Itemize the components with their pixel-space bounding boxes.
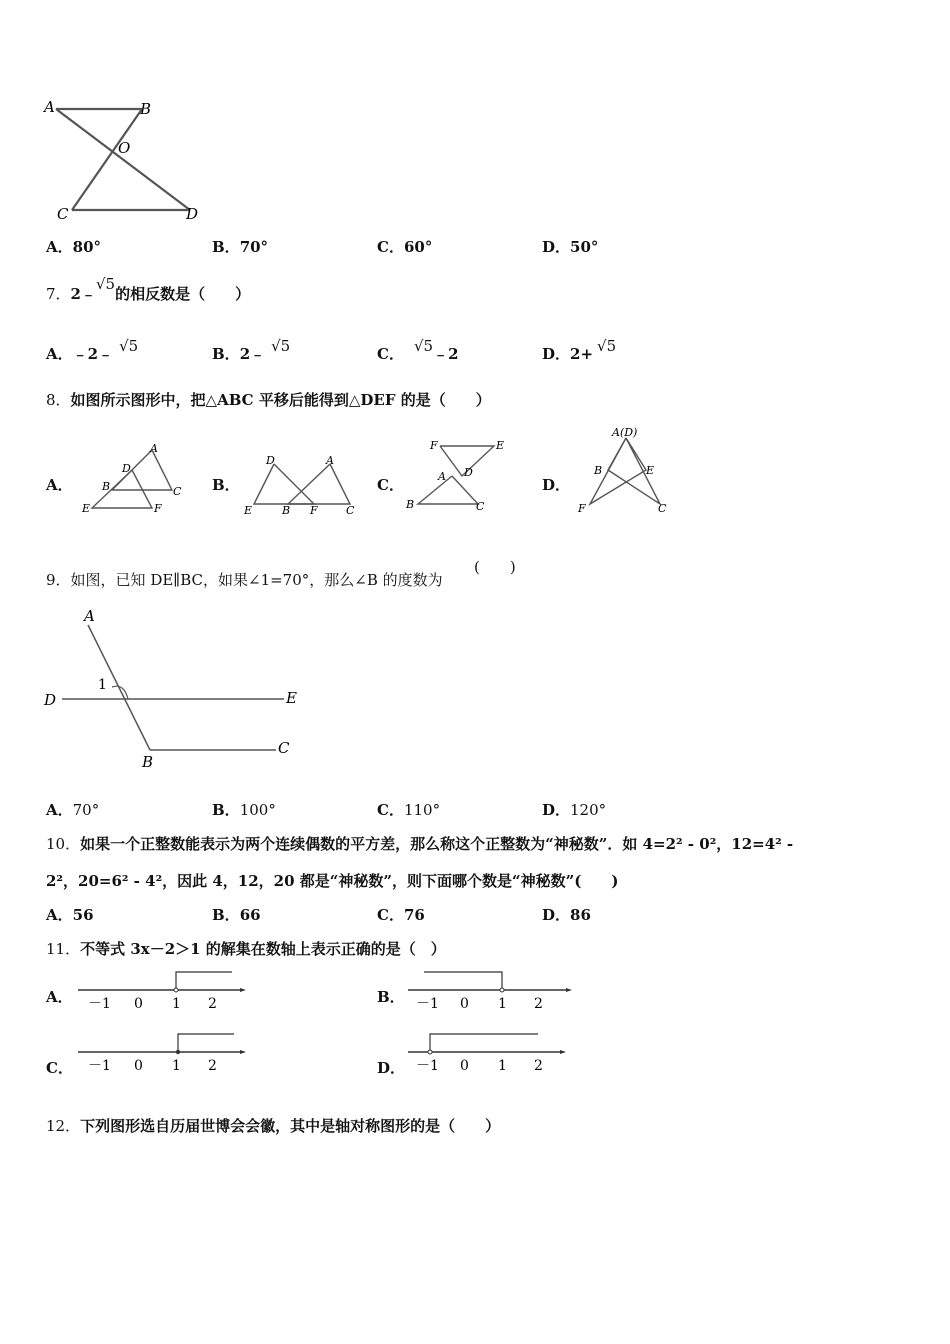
q10-number: 10． [46,835,81,853]
q8-stem: 8．如图所示图形中，把△ABC 平移后能得到△DEF 的是（ ） [46,391,491,409]
q11-stem: 11．不等式 3x－2＞1 的解集在数轴上表示正确的是（ ） [46,940,446,958]
svg-text:1: 1 [498,996,507,1012]
q8-option-d[interactable]: D． [542,476,571,494]
svg-text:0: 0 [460,1058,469,1074]
q8-figure-b [240,452,365,520]
svg-text:E: E [496,439,505,452]
q10-line2: 2²，20=6² - 4²，因此 4，12，20 都是“神秘数”，则下面哪个数是“神秘数”( ) [46,872,619,890]
q6-option-b[interactable]: B．70° [212,238,269,256]
q6-figure [42,95,212,225]
q9-number: 9． [46,571,71,589]
svg-text:－1: －1 [416,996,439,1012]
svg-text:2: 2 [534,996,543,1012]
svg-text:E: E [244,504,253,517]
svg-text:D: D [44,691,57,709]
svg-text:A: A [84,607,95,625]
q9-paren: ( ) [474,558,516,576]
q6-option-a[interactable]: A．80° [46,238,102,256]
svg-text:E: E [82,502,91,515]
svg-text:0: 0 [460,996,469,1012]
svg-text:F: F [310,504,318,517]
svg-text:A: A [438,470,446,483]
q8-figure-a [78,440,188,520]
svg-text:1: 1 [498,1058,507,1074]
q6-label-b: B [140,100,152,118]
svg-text:F: F [430,439,438,452]
svg-text:B: B [142,753,154,771]
svg-text:D: D [464,466,473,479]
q8-option-c[interactable]: C． [377,476,404,494]
svg-text:E: E [646,464,655,477]
svg-text:C: C [658,502,667,515]
q11-numberline-a [72,966,247,1014]
q11-numberline-d [404,1028,574,1078]
q7-number: 7． [46,285,71,303]
svg-text:－1: －1 [88,1058,111,1074]
svg-text:2: 2 [534,1058,543,1074]
q10-option-c[interactable]: C．76 [377,906,425,924]
svg-text:B: B [102,480,111,493]
svg-text:2: 2 [208,1058,217,1074]
q7-stem: 7．2﹣√5的相反数是（ ） [46,275,251,303]
q7-option-c[interactable]: C． √5﹣2 [377,337,459,363]
svg-text:F: F [578,502,586,515]
q9-option-c[interactable]: C．110° [377,801,441,819]
q8-option-b[interactable]: B． [212,476,240,494]
q9-stem: 9．如图，已知 DE∥BC，如果∠1=70°，那么∠B 的度数为 [46,571,443,589]
q11-number: 11． [46,940,81,958]
svg-text:E: E [286,689,297,707]
q6-label-c: C [57,205,69,223]
svg-text:C: C [173,485,182,498]
q11-option-b[interactable]: B． [377,988,405,1006]
svg-text:B: B [282,504,291,517]
q6-option-c[interactable]: C．60° [377,238,433,256]
svg-text:－1: －1 [416,1058,439,1074]
svg-text:D: D [266,454,275,467]
q7-option-a[interactable]: A．﹣2﹣ √5 [46,337,139,363]
q12-stem: 12．下列图形选自历届世博会会徽，其中是轴对称图形的是（ ） [46,1117,501,1135]
q10-line1: 10．如果一个正整数能表示为两个连续偶数的平方差，那么称这个正整数为“神秘数”．如 4=2² - 0²，12=4² - [46,835,794,853]
q6-label-o: O [118,139,131,157]
svg-text:B: B [406,498,415,511]
q7-option-b[interactable]: B．2﹣ √5 [212,337,291,363]
q11-numberline-b [404,966,574,1014]
q9-option-a[interactable]: A．70° [46,801,100,819]
q10-option-b[interactable]: B．66 [212,906,261,924]
svg-text:A: A [150,442,158,455]
q9-option-b[interactable]: B．100° [212,801,276,819]
q7-option-d[interactable]: D．2+ √5 [542,337,617,363]
svg-text:C: C [278,739,290,757]
svg-text:A: A [326,454,334,467]
q12-number: 12． [46,1117,81,1135]
q7-radical: √5 [95,275,116,293]
q8-figure-c [400,436,520,520]
q9-option-d[interactable]: D．120° [542,801,607,819]
svg-text:B: B [594,464,603,477]
q8-figure-d [574,424,674,520]
svg-text:A(D): A(D) [612,426,638,439]
q8-option-a[interactable]: A． [46,476,73,494]
svg-text:2: 2 [208,996,217,1012]
svg-text:0: 0 [134,996,143,1012]
svg-text:F: F [154,502,162,515]
svg-text:C: C [476,500,485,513]
q8-number: 8． [46,391,71,409]
q9-figure [40,605,310,775]
q6-label-a: A [44,98,55,116]
svg-text:1: 1 [172,996,181,1012]
svg-text:C: C [346,504,355,517]
q11-option-c[interactable]: C． [46,1059,73,1077]
svg-text:D: D [122,462,131,475]
q11-numberline-c [72,1028,247,1078]
svg-text:0: 0 [134,1058,143,1074]
q6-label-d: D [186,205,199,223]
svg-text:1: 1 [98,677,107,693]
svg-text:－1: －1 [88,996,111,1012]
q10-option-a[interactable]: A．56 [46,906,94,924]
q11-option-d[interactable]: D． [377,1059,406,1077]
q10-option-d[interactable]: D．86 [542,906,591,924]
svg-text:1: 1 [172,1058,181,1074]
q11-option-a[interactable]: A． [46,988,73,1006]
q6-option-d[interactable]: D．50° [542,238,599,256]
